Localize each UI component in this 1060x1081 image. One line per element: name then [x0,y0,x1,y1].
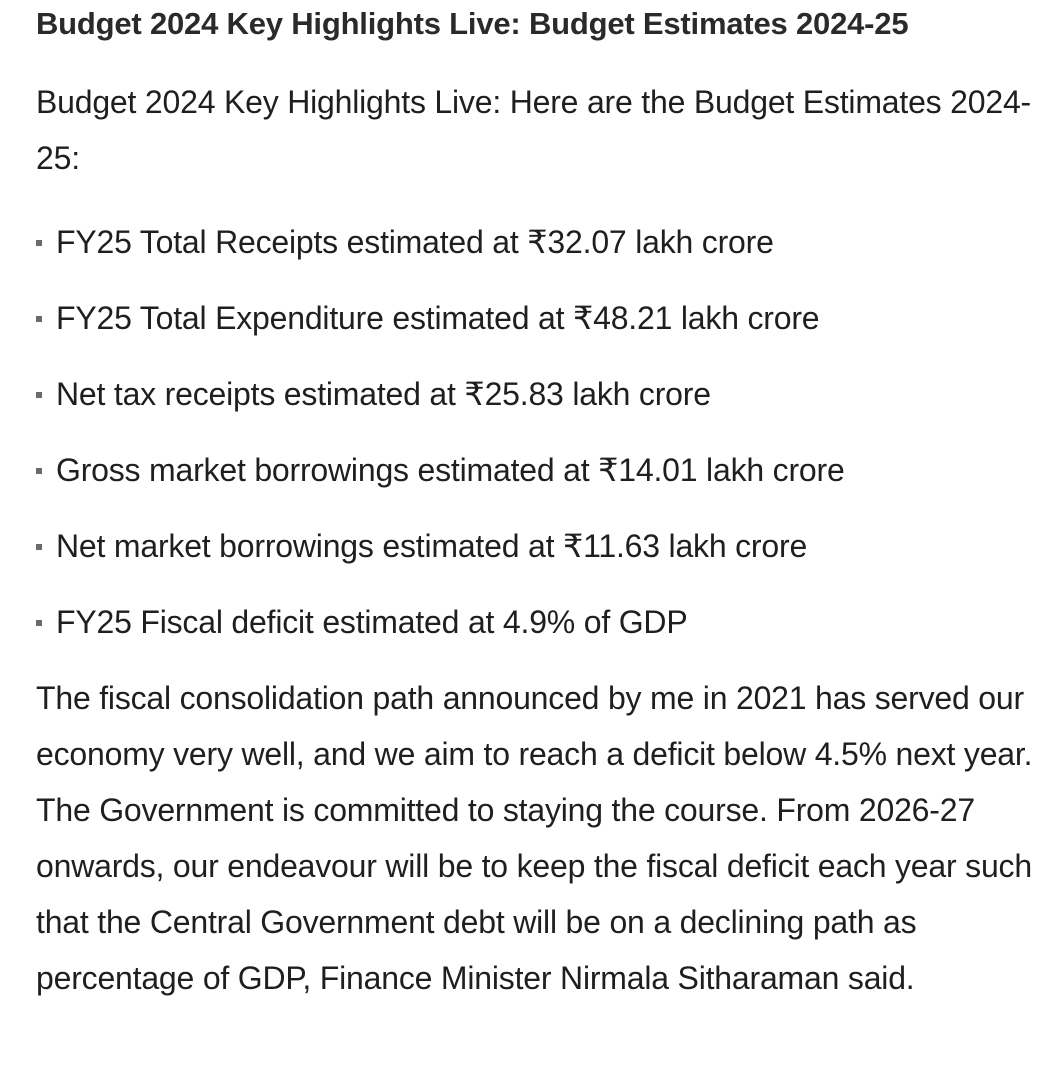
intro-paragraph-wrap [36,74,1051,186]
square-bullet-icon [36,468,42,474]
article-body [36,0,1051,1006]
square-bullet-icon [36,240,42,246]
highlights-list [36,204,1051,660]
list-item [36,204,1051,280]
list-item [36,356,1051,432]
closing-paragraph: The fiscal consolidation path announced by me in 2021 has served our economy very well, and we aim to reach a deficit below 4.5% next year. The Government is committed to staying the course. From 2026-27 onwards, our endeavour will be to keep the fiscal deficit each year such that the Central Government debt will be on a declining path as percentage of GDP, Finance Minister Nirmala Sitharaman said. [36,680,1033,996]
list-item [36,280,1051,356]
square-bullet-icon [36,544,42,550]
intro-paragraph: Budget 2024 Key Highlights Live: Here are the Budget Estimates 2024-25: [36,84,1032,176]
list-item-text: Gross market borrowings estimated at ₹14.01 lakh crore [56,452,845,488]
list-item-text: Net market borrowings estimated at ₹11.63 lakh crore [56,528,808,564]
square-bullet-icon [36,392,42,398]
list-item [36,432,1051,508]
list-item [36,508,1051,584]
list-item-text: Net tax receipts estimated at ₹25.83 lakh crore [56,376,711,412]
article-headline: Budget 2024 Key Highlights Live: Budget Estimates 2024-25 [36,6,909,41]
square-bullet-icon [36,316,42,322]
list-item [36,584,1051,660]
square-bullet-icon [36,620,42,626]
list-item-text: FY25 Total Expenditure estimated at ₹48.21 lakh crore [56,300,820,336]
list-item-text: FY25 Total Receipts estimated at ₹32.07 lakh crore [56,224,774,260]
list-item-text: FY25 Fiscal deficit estimated at 4.9% of GDP [56,604,688,640]
